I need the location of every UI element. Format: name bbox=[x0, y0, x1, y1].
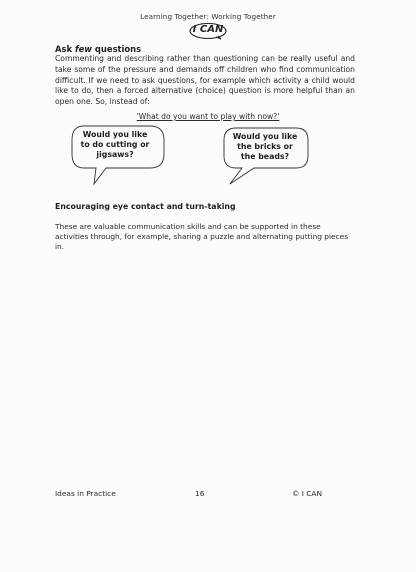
logo-text: I CAN bbox=[192, 24, 224, 35]
bubble-left-text: Would you like to do cutting or jigsaws? bbox=[80, 130, 150, 159]
footer-copyright: © I CAN bbox=[292, 489, 323, 498]
questions-paragraph: Commenting and describing rather than questioning can be really useful and take some of the pressure and demands off children who find communication difficult. If we need to ask questions, for example which activity a child would like to do, then a forced alternative (choice) question is more helpful than an open one. So, instead of: bbox=[55, 54, 355, 107]
section-heading-eye-contact: Encouraging eye contact and turn-taking bbox=[55, 202, 236, 211]
heading-suffix: questions bbox=[92, 44, 142, 54]
eye-contact-paragraph: These are valuable communication skills and can be supported in these activities through, for example, sharing a puzzle and alternating putting pieces in. bbox=[55, 222, 349, 251]
bubble-right-text: Would you like the bricks or the beads? bbox=[232, 132, 298, 161]
heading-emphasis: few bbox=[74, 44, 93, 54]
ican-logo bbox=[188, 22, 228, 40]
heading-prefix: Ask bbox=[55, 44, 75, 54]
header-title: Learning Together: Working Together bbox=[140, 12, 276, 21]
footer-left: Ideas in Practice bbox=[55, 489, 116, 498]
section-heading-questions bbox=[55, 44, 141, 54]
example-quote: 'What do you want to play with now?' bbox=[136, 112, 280, 121]
page-number: 16 bbox=[195, 489, 205, 498]
